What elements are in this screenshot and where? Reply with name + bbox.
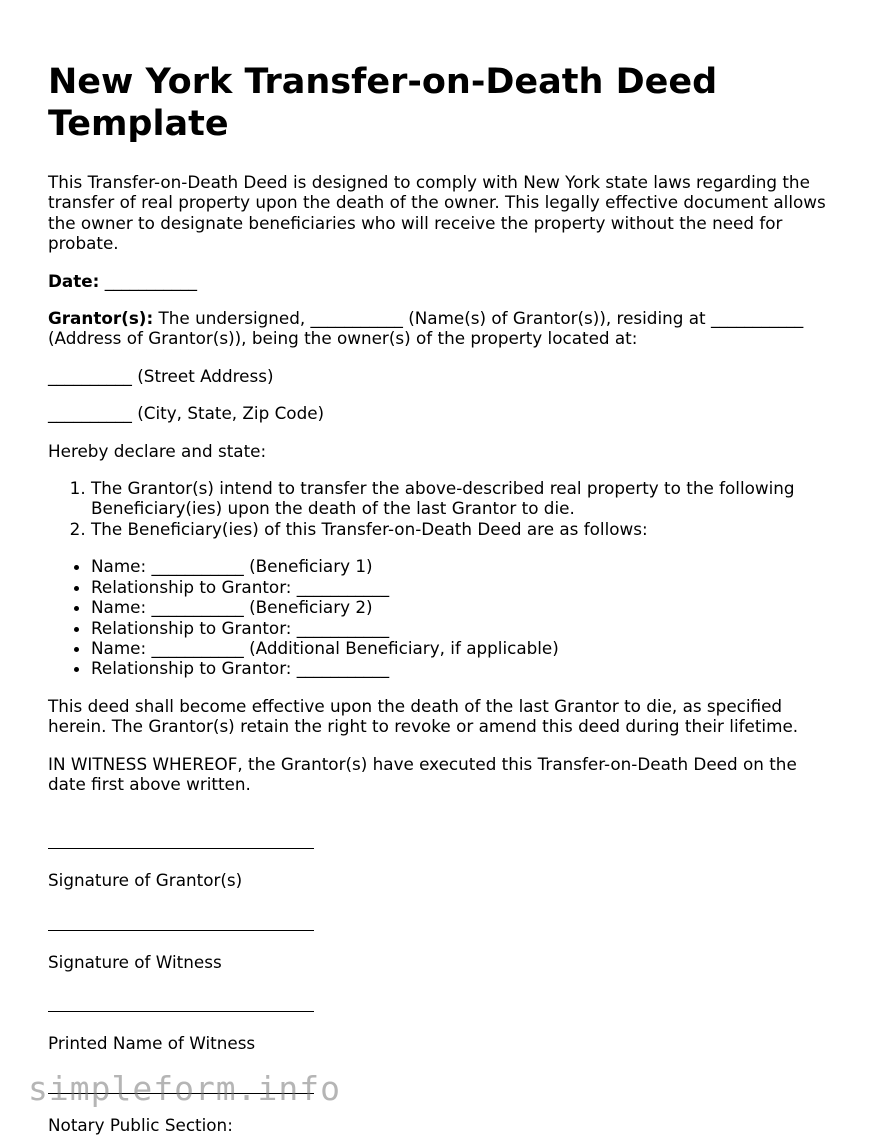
beneficiary-item: • Name: ___________ (Additional Beneficiary, if applicable) bbox=[91, 638, 838, 658]
grantor-signature-label: Signature of Grantor(s) bbox=[48, 870, 243, 891]
beneficiary-item: • Relationship to Grantor: ___________ bbox=[91, 618, 838, 638]
intro-paragraph: This Transfer-on-Death Deed is designed to comply with New York state laws regarding the transfer of real property upon the death of the owner. This legally effective document allows the owner to designate beneficiaries who will receive the property without the need for probate. bbox=[48, 172, 826, 254]
beneficiary-list bbox=[48, 556, 838, 678]
grantor-paragraph bbox=[48, 308, 838, 349]
witness-signature-label: Signature of Witness bbox=[48, 951, 222, 972]
effective-paragraph: This deed shall become effective upon the death of the last Grantor to die, as specified herein. The Grantor(s) retain the right to revoke or amend this deed during their lifetime. bbox=[48, 695, 799, 737]
witness-name-line bbox=[48, 991, 314, 1012]
numbered-list bbox=[48, 478, 838, 539]
street-address-line: __________ (Street Address) bbox=[48, 365, 274, 386]
date-blank: ___________ bbox=[104, 270, 198, 291]
numbered-item: 2. The Beneficiary(ies) of this Transfer-on-Death Deed are as follows: bbox=[91, 519, 838, 539]
grantor-text: The undersigned, ___________ (Name(s) of Grantor(s)), residing at ___________ (Address of Grantor(s)), being the owner(s) of the property located at: bbox=[48, 308, 804, 349]
notary-label: Notary Public Section: bbox=[48, 1114, 233, 1135]
numbered-item: 1. The Grantor(s) intend to transfer the above-described real property to the following Beneficiary(ies) upon the death of the last Grantor to die. bbox=[91, 478, 838, 519]
witness-paragraph: IN WITNESS WHEREOF, the Grantor(s) have executed this Transfer-on-Death Deed on the date first above written. bbox=[48, 753, 797, 794]
beneficiary-item: • Relationship to Grantor: ___________ bbox=[91, 658, 838, 678]
declare-line: Hereby declare and state: bbox=[48, 440, 267, 461]
city-state-zip-line: __________ (City, State, Zip Code) bbox=[48, 403, 325, 424]
grantor-signature-line bbox=[48, 828, 314, 849]
date-label: Date: bbox=[48, 270, 100, 291]
watermark: simpleform.info bbox=[28, 1069, 342, 1108]
beneficiary-item: • Name: ___________ (Beneficiary 2) bbox=[91, 597, 838, 617]
grantor-label: Grantor(s): bbox=[48, 308, 154, 329]
document-page bbox=[48, 61, 838, 1135]
witness-name-label: Printed Name of Witness bbox=[48, 1033, 256, 1054]
beneficiary-item: • Relationship to Grantor: ___________ bbox=[91, 577, 838, 597]
beneficiary-item: • Name: ___________ (Beneficiary 1) bbox=[91, 556, 838, 576]
witness-signature-line bbox=[48, 910, 314, 931]
date-line bbox=[48, 271, 838, 291]
page-title: New York Transfer-on-Death Deed Template bbox=[48, 62, 718, 144]
